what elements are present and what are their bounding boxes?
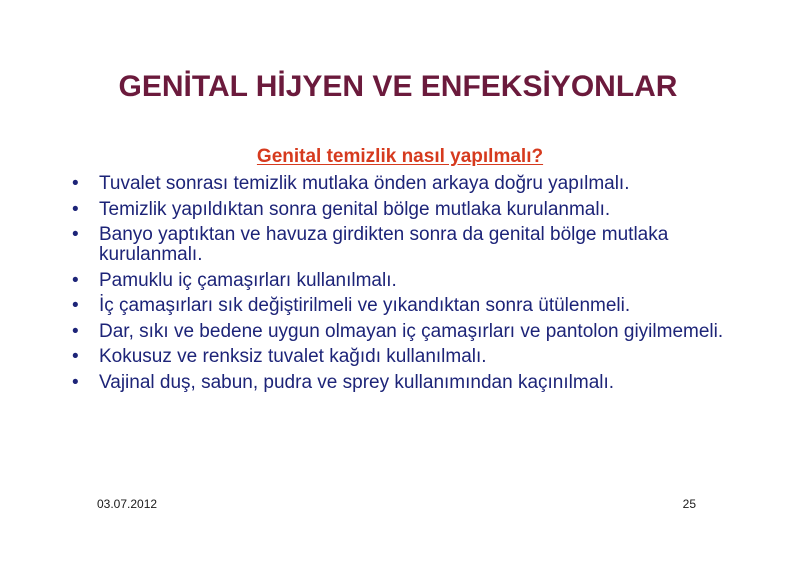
slide-title: GENİTAL HİJYEN VE ENFEKSİYONLAR bbox=[118, 70, 678, 103]
bullet-text: İç çamaşırları sık değiştirilmeli ve yıkandıktan sonra ütülenmeli. bbox=[99, 295, 631, 316]
bullet-item bbox=[72, 373, 732, 393]
bullet-item bbox=[72, 347, 732, 367]
bullet-item bbox=[72, 225, 732, 265]
bullet-text: Pamuklu iç çamaşırları kullanılmalı. bbox=[99, 269, 397, 291]
bullet-item bbox=[72, 200, 732, 220]
bullet-text: Kokusuz ve renksiz tuvalet kağıdı kullanılmalı. bbox=[99, 346, 487, 367]
bullet-text: Temizlik yapıldıktan sonra genital bölge mutlaka kurulanmalı. bbox=[99, 198, 611, 220]
bullet-item bbox=[72, 296, 732, 316]
bullet-icon: • bbox=[72, 224, 79, 245]
bullet-icon: • bbox=[72, 173, 79, 194]
bullet-icon: • bbox=[72, 295, 79, 316]
bullet-icon: • bbox=[72, 269, 79, 291]
bullet-item bbox=[72, 271, 732, 291]
bullet-text: Dar, sıkı ve bedene uygun olmayan iç çamaşırları ve pantolon giyilmemeli. bbox=[99, 320, 724, 342]
bullet-icon: • bbox=[72, 346, 79, 367]
bullet-icon: • bbox=[72, 320, 79, 342]
footer-page-number: 25 bbox=[682, 497, 696, 511]
bullet-item bbox=[72, 174, 732, 194]
bullet-list bbox=[72, 174, 732, 398]
bullet-icon: • bbox=[72, 371, 79, 393]
slide-subtitle: Genital temizlik nasıl yapılmalı? bbox=[256, 146, 544, 167]
footer-date: 03.07.2012 bbox=[97, 497, 158, 511]
bullet-icon: • bbox=[72, 198, 79, 220]
bullet-text: Vajinal duş, sabun, pudra ve sprey kullanımından kaçınılmalı. bbox=[99, 371, 615, 393]
bullet-text: Tuvalet sonrası temizlik mutlaka önden arkaya doğru yapılmalı. bbox=[99, 173, 630, 194]
bullet-text: Banyo yaptıktan ve havuza girdikten sonra da genital bölge mutlaka kurulanmalı. bbox=[99, 224, 669, 265]
bullet-item bbox=[72, 322, 732, 342]
